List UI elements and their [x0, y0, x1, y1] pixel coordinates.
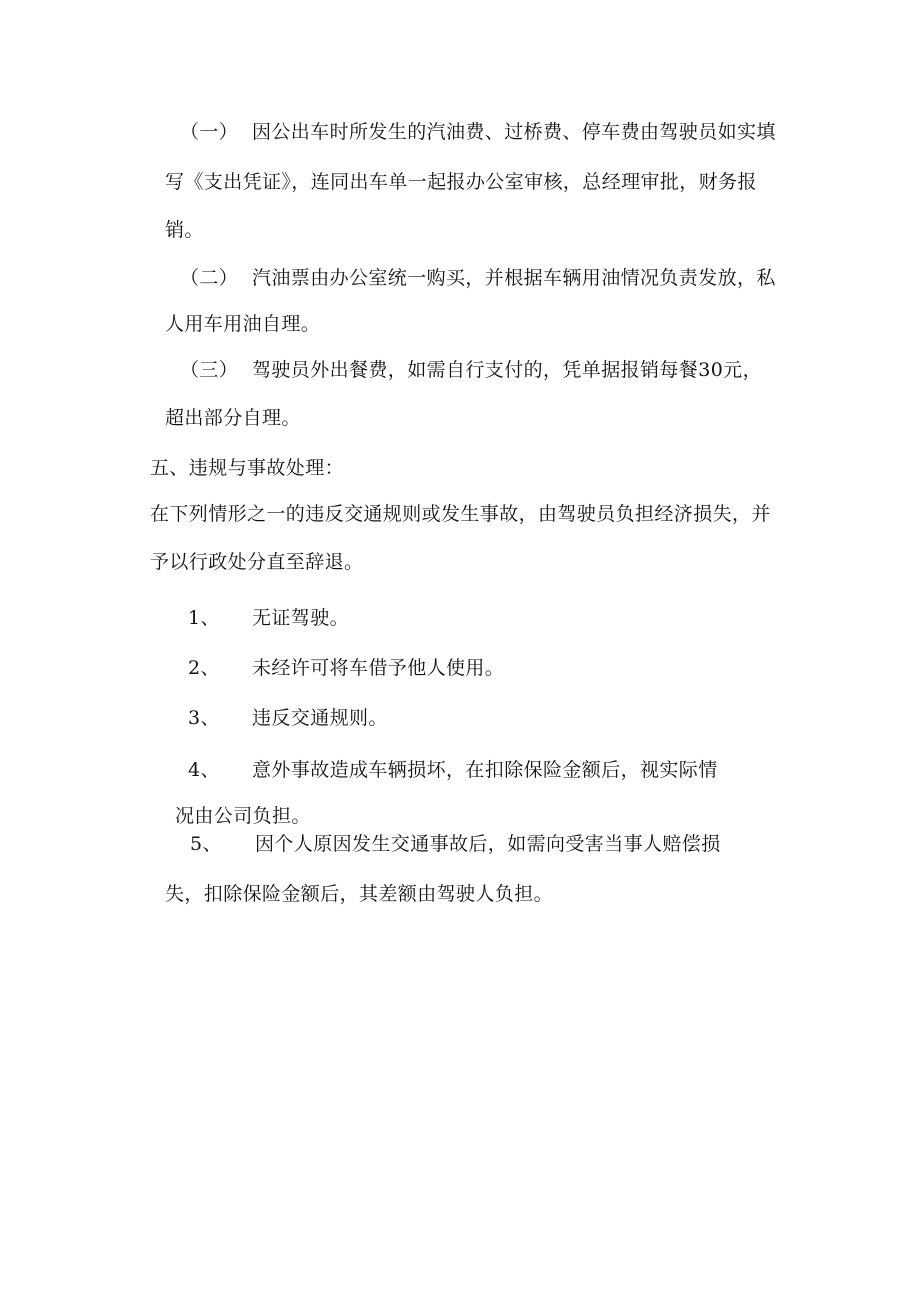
list-item-2-number: 2、 — [188, 657, 220, 679]
list-item-1-number: 1、 — [188, 607, 220, 629]
list-item-2-text: 未经许可将车借予他人使用。 — [252, 657, 505, 679]
section-heading: 五、违规与事故处理： — [150, 457, 345, 479]
list-item-3-number: 3、 — [188, 707, 220, 729]
item-2-marker: （二） — [180, 267, 239, 289]
item-1-line-1: 因公出车时所发生的汽油费、过桥费、停车费由驾驶员如实填 — [252, 121, 776, 143]
list-item-1-text: 无证驾驶。 — [252, 607, 350, 629]
intro-line-1: 在下列情形之一的违反交通规则或发生事故，由驾驶员负担经济损失，并 — [150, 503, 771, 525]
list-item-5-text: 因个人原因发生交通事故后，如需向受害当事人赔偿损 — [255, 833, 721, 855]
item-3-line-1: 驾驶员外出餐费，如需自行支付的，凭单据报销每餐30元， — [252, 359, 762, 381]
list-item-3-text: 违反交通规则。 — [252, 707, 388, 729]
list-item-4-text: 意外事故造成车辆损坏，在扣除保险金额后，视实际情 — [252, 759, 718, 781]
item-1-line-2: 写《支出凭证》，连同出车单一起报办公室审核，总经理审批，财务报 — [165, 171, 757, 193]
intro-line-2: 予以行政处分直至辞退。 — [150, 551, 364, 573]
list-item-4-continuation: 况由公司负担。 — [175, 805, 311, 827]
list-item-5-number: 5、 — [190, 833, 222, 855]
item-1-marker: （一） — [180, 121, 239, 143]
list-item-4-number: 4、 — [188, 759, 220, 781]
list-item-5-continuation: 失，扣除保险金额后，其差额由驾驶人负担。 — [165, 883, 554, 905]
item-1-line-3: 销。 — [165, 219, 204, 241]
item-3-marker: （三） — [180, 359, 239, 381]
item-2-line-2: 人用车用油自理。 — [165, 313, 321, 335]
item-2-line-1: 汽油票由办公室统一购买，并根据车辆用油情况负责发放，私 — [252, 267, 776, 289]
item-3-line-2: 超出部分自理。 — [165, 407, 301, 429]
